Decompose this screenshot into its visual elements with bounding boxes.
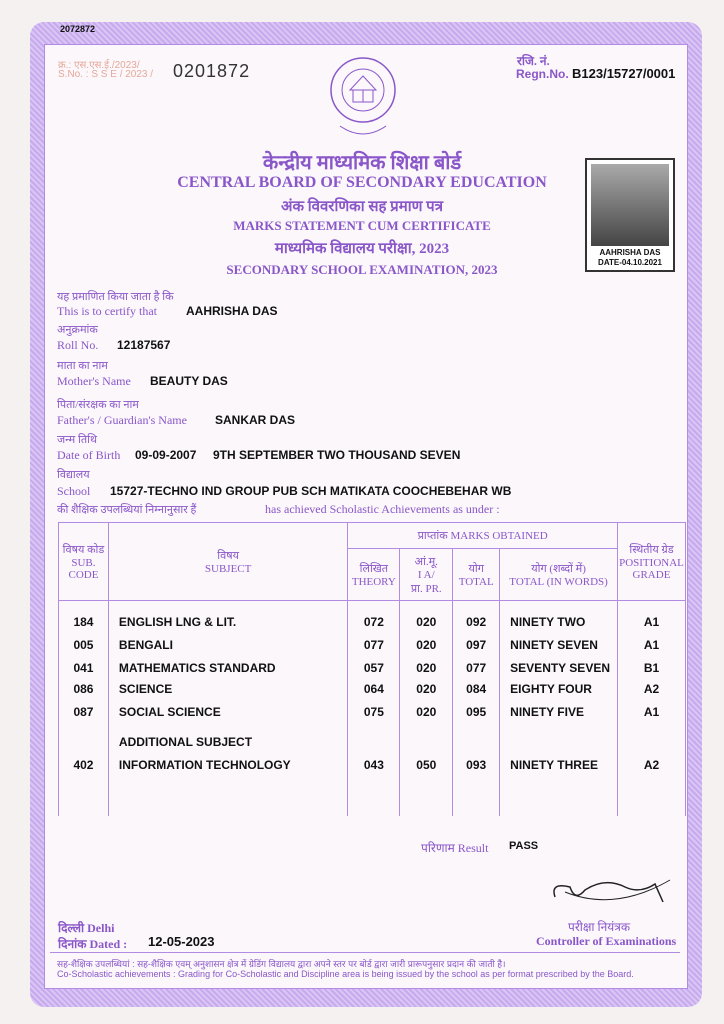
cell-subject: INFORMATION TECHNOLOGY [118,758,291,772]
certify-hindi: यह प्रमाणित किया जाता है कि [57,291,174,303]
roll-label: Roll No. [57,338,99,352]
candidate-name: AAHRISHA DAS [186,304,278,318]
regn-value: B123/15727/0001 [572,66,676,81]
photo-name: AAHRISHA DAS [599,248,661,257]
cell-subject: SCIENCE [118,682,173,696]
cell-code: 087 [73,705,94,719]
roll-hindi: अनुक्रमांक [57,324,98,336]
cell-subject: BENGALI [118,638,173,652]
sno-hindi: क्र.: एस.एस.ई./2023/ [58,60,140,71]
dob-hindi: जन्म तिथि [57,434,97,446]
dob-value: 09-09-2007 [135,448,197,462]
additional-subject-label: ADDITIONAL SUBJECT [118,735,253,749]
father-label: Father's / Guardian's Name [57,413,187,427]
cell-theory: 072 [363,615,384,629]
cell-total: 077 [466,661,487,675]
father-hindi: पिता/संरक्षक का नाम [57,399,139,411]
board-name-hindi: केन्द्रीय माध्यमिक शिक्षा बोर्ड [262,152,462,174]
cell-code: 086 [73,682,94,696]
cert-title: MARKS STATEMENT CUM CERTIFICATE [233,218,491,233]
cell-code: 184 [73,615,94,629]
column-theory [348,601,400,817]
header-theory: लिखित THEORY [348,549,400,601]
mother-name: BEAUTY DAS [150,374,228,388]
place: दिल्ली Delhi [58,921,115,935]
cell-code: 402 [73,758,94,772]
cell-code: 041 [73,661,94,675]
spacer [59,724,108,754]
cell-words: EIGHTY FOUR [510,682,592,696]
marks-table [58,522,686,816]
cell-theory: 075 [363,705,384,719]
column-total [453,601,500,817]
spacer [400,724,452,754]
cell-ia: 020 [416,661,437,675]
sno-label: S.No. : S S E / 2023 / [58,69,154,80]
cell-grade: A1 [643,638,660,652]
cbse-logo [328,52,398,140]
school-label: School [57,484,91,498]
divider [50,952,680,953]
header-total: योग TOTAL [453,549,500,601]
achieved-hindi: की शैक्षिक उपलब्धियां निम्नानुसार हैं [57,504,197,516]
cell-grade: A1 [643,615,660,629]
cell-grade: A2 [643,682,660,696]
cell-grade: B1 [643,661,660,675]
column-code [59,601,109,817]
mother-label: Mother's Name [57,374,131,388]
cell-theory: 043 [363,758,384,772]
cell-words: NINETY FIVE [510,705,584,719]
mother-hindi: माता का नाम [57,360,108,372]
photo-image [591,164,669,246]
sno-value: 0201872 [173,61,251,81]
cell-words: NINETY TWO [510,615,586,629]
cell-ia: 050 [416,758,437,772]
cell-theory: 077 [363,638,384,652]
footer-note: Co-Scholastic achievements : Grading for Co-Scholastic and Discipline area is being issued by the school as per format prescribed by the Board. [57,969,634,979]
cell-ia: 020 [416,615,437,629]
header-code: विषय कोड SUB. CODE [59,523,109,601]
cell-grade: A1 [643,705,660,719]
school-name: 15727-TECHNO IND GROUP PUB SCH MATIKATA COOCHEBEHAR WB [110,484,512,498]
certify-label: This is to certify that [57,304,157,318]
result-label: परिणाम Result [421,841,489,855]
spacer [453,724,499,754]
spacer [510,724,617,754]
achieved-label: has achieved Scholastic Achievements as under : [265,502,500,516]
cell-theory: 057 [363,661,384,675]
photo-date: DATE-04.10.2021 [598,258,662,267]
cell-total: 093 [466,758,487,772]
cell-subject: ENGLISH LNG & LIT. [118,615,237,629]
column-words [500,601,618,817]
cell-words: SEVENTY SEVEN [510,661,610,675]
top-serial: 2072872 [60,24,96,34]
cell-theory: 064 [363,682,384,696]
cert-title-hindi: अंक विवरणिका सह प्रमाण पत्र [281,199,443,215]
header-subject: विषय SUBJECT [108,523,347,601]
dated-label: दिनांक Dated : [58,937,128,951]
cell-words: NINETY THREE [510,758,598,772]
cell-ia: 020 [416,638,437,652]
controller-title: Controller of Examinations [536,934,677,948]
spacer [348,724,399,754]
regn-hindi: रजि. नं. [517,54,550,68]
cell-code: 005 [73,638,94,652]
controller-hindi: परीक्षा नियंत्रक [568,920,631,934]
regn-label: Regn.No. [516,67,569,81]
exam-title: SECONDARY SCHOOL EXAMINATION, 2023 [226,262,498,277]
cell-total: 097 [466,638,487,652]
cell-words: NINETY SEVEN [510,638,598,652]
issue-date: 12-05-2023 [148,934,215,949]
board-name: CENTRAL BOARD OF SECONDARY EDUCATION [177,174,547,191]
marks-body [59,601,686,817]
cell-subject: MATHEMATICS STANDARD [118,661,276,675]
header-grade: स्थितीय ग्रेड POSITIONAL GRADE [617,523,685,601]
cell-subject: SOCIAL SCIENCE [118,705,221,719]
cell-grade: A2 [643,758,660,772]
column-grade [617,601,685,817]
spacer [618,724,685,754]
cell-ia: 020 [416,705,437,719]
cell-total: 092 [466,615,487,629]
roll-number: 12187567 [117,338,171,352]
header-ia: आं.मू. I A/ प्रा. PR. [400,549,453,601]
cell-total: 095 [466,705,487,719]
column-subject [108,601,347,817]
header-marks: प्राप्तांक MARKS OBTAINED [348,523,618,549]
student-photo [585,158,675,272]
result-value: PASS [509,840,539,852]
controller-signature [545,872,675,912]
dob-label: Date of Birth [57,448,121,462]
cell-ia: 020 [416,682,437,696]
dob-words: 9TH SEPTEMBER TWO THOUSAND SEVEN [213,448,461,462]
cell-total: 084 [466,682,487,696]
header-words: योग (शब्दों में) TOTAL (IN WORDS) [500,549,618,601]
father-name: SANKAR DAS [215,413,296,427]
school-hindi: विद्यालय [57,469,90,481]
column-ia [400,601,453,817]
footer-hindi: सह-शैक्षिक उपलब्धियां : सह-शैक्षिक एवम् अनुशासन क्षेत्र में ग्रेडिंग विद्यालय द्वारा अपने स्तर पर बोर्ड द्वारा जारी प्रारूपनुसार प्रदान की जाती है। [57,959,506,969]
exam-title-hindi: माध्यमिक विद्यालय परीक्षा, 2023 [274,241,450,257]
